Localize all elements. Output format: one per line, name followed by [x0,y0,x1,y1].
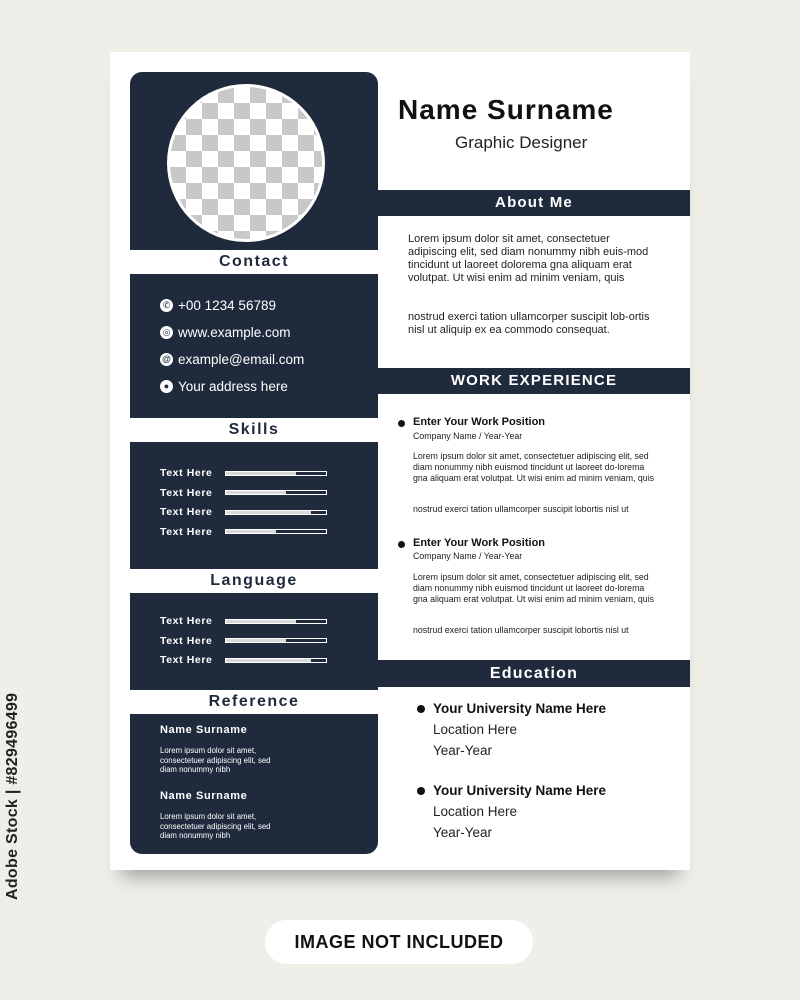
work-description: nostrud exerci tation ullamcorper suscipit lobortis nisl ut [413,504,629,514]
skill-bar-fill [226,472,296,475]
skill-bar-fill [226,491,286,494]
skill-label: Text Here [160,467,213,479]
education-location: Location Here [433,804,518,819]
education-heading: Education [378,660,690,687]
phone-icon: ✆ [160,299,173,312]
skill-row [160,654,330,666]
skill-row [160,615,330,627]
reference-heading: Reference [130,690,378,714]
contact-website [160,325,291,340]
location-pin-icon: ● [160,380,173,393]
about-paragraph: nostrud exerci tation ullamcorper suscipit lob-ortis nisl ut aliquip ex ea commodo consequat. [408,311,650,336]
work-description: nostrud exerci tation ullamcorper suscipit lobortis nisl ut [413,625,629,635]
bullet-icon [417,787,425,795]
skill-row [160,635,330,647]
skill-label: Text Here [160,506,213,518]
bullet-icon [417,705,425,713]
address-text: Your address here [178,379,288,394]
reference-text: Lorem ipsum dolor sit amet, consectetuer adipiscing elit, sed diam nonummy nibh [160,746,271,774]
skill-bar [225,529,327,534]
skill-row [160,467,330,479]
contact-email [160,352,304,367]
education-school: Your University Name Here [433,701,607,716]
skill-bar-fill [226,659,311,662]
email-icon: @ [160,353,173,366]
phone-text: +00 1234 56789 [178,298,276,313]
about-paragraph: Lorem ipsum dolor sit amet, consectetuer adipiscing elit, sed diam nonummy nibh euis-mod tincidunt ut laoreet dolorema gna aliquam erat volutpat. Ut wisi enim ad minim veniam, quis [408,233,649,284]
work-description: Lorem ipsum dolor sit amet, consectetuer adipiscing elit, sed diam nonummy nibh euismod tincidunt ut laoreet do-lorema gna aliquam erat volutpat. Ut wisi enim ad minim veniam, quis [413,451,655,483]
candidate-name: Name Surname [398,94,614,125]
about-heading: About Me [378,190,690,216]
skill-label: Text Here [160,615,213,627]
reference-name: Name Surname [160,790,248,802]
stock-id-label: Adobe Stock | #829496499 [4,692,21,900]
skill-bar [225,658,327,663]
work-company: Company Name / Year-Year [413,551,523,561]
contact-phone [160,298,276,313]
skill-bar [225,638,327,643]
contact-address [160,379,288,394]
skill-bar-fill [226,639,286,642]
skill-bar [225,619,327,624]
skill-row [160,526,330,538]
candidate-title: Graphic Designer [455,133,588,152]
work-description: Lorem ipsum dolor sit amet, consectetuer adipiscing elit, sed diam nonummy nibh euismod tincidunt ut laoreet do-lorema gna aliquam erat volutpat. Ut wisi enim ad minim veniam, quis [413,572,655,604]
globe-icon: ◎ [160,326,173,339]
education-years: Year-Year [433,743,493,758]
email-text: example@email.com [178,352,305,367]
contact-heading: Contact [130,250,378,274]
skill-label: Text Here [160,486,213,499]
work-heading: WORK EXPERIENCE [378,368,690,394]
bullet-icon [398,541,405,548]
reference-text: Lorem ipsum dolor sit amet, consectetuer adipiscing elit, sed diam nonummy nibh [160,812,271,840]
skill-label: Text Here [160,525,213,538]
work-company: Company Name / Year-Year [413,431,523,441]
education-years: Year-Year [433,825,493,840]
work-position: Enter Your Work Position [413,416,546,428]
work-position: Enter Your Work Position [413,537,546,549]
skill-bar [225,471,327,476]
skill-bar [225,510,327,515]
resume-sheet [110,52,690,870]
photo-placeholder [167,84,325,242]
education-location: Location Here [433,722,518,737]
reference-name: Name Surname [160,724,248,736]
bullet-icon [398,420,405,427]
skill-row [160,487,330,499]
skill-bar-fill [226,511,311,514]
skill-label: Text Here [160,634,213,647]
education-school: Your University Name Here [433,783,607,798]
skill-bar [225,490,327,495]
skills-heading: Skills [130,418,378,442]
skill-bar-fill [226,530,276,533]
skill-bar-fill [226,620,296,623]
image-not-included-badge: IMAGE NOT INCLUDED [265,920,533,964]
language-heading: Language [130,569,378,593]
website-text: www.example.com [178,325,291,340]
skill-row [160,506,330,518]
skill-label: Text Here [160,654,213,666]
sidebar [130,72,378,854]
